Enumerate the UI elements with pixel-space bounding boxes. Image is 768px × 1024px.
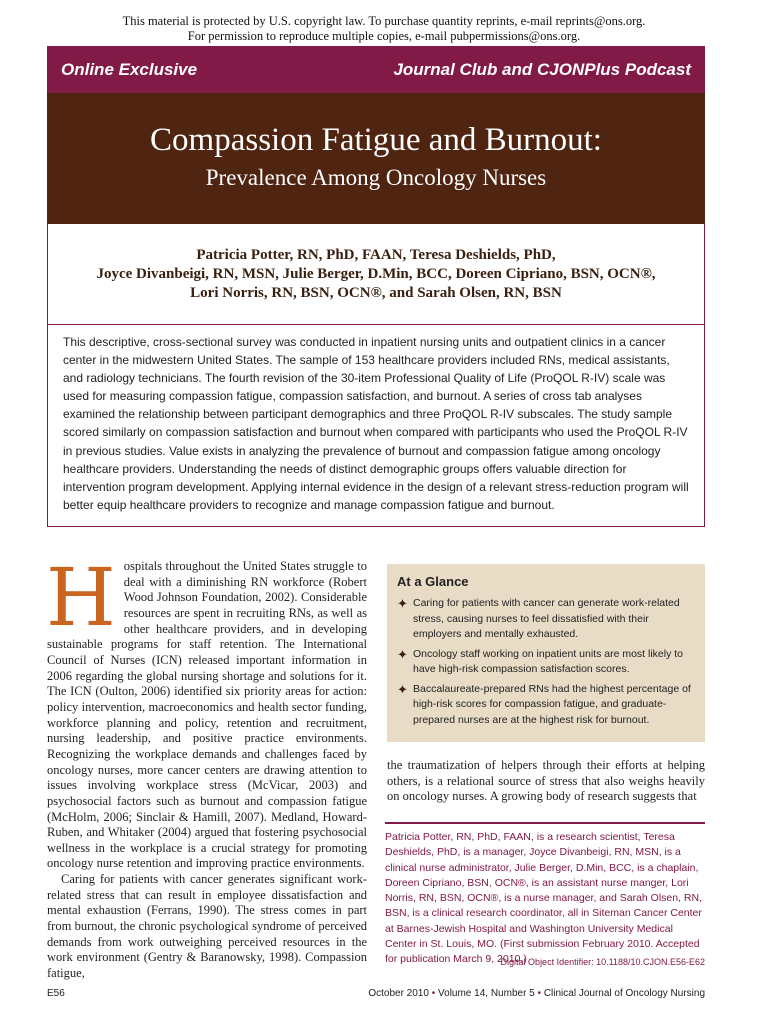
glance-list	[397, 596, 695, 728]
copyright-line-2: For permission to reproduce multiple copies, e-mail pubpermissions@ons.org.	[187, 29, 581, 43]
body-paragraph-2: Caring for patients with cancer generates significant work-related stress that can result in employee dissatisfaction and mental exhaustion (Ferrans, 1990). The stress comes in part from burnout, the chronic psychological syndrome of perceived demands from work outweighing perceived resources in the work environment (Gentry & Baranowsky, 1998). Compassion fatigue,	[47, 872, 367, 981]
glance-item	[397, 682, 695, 729]
glance-item-text: Oncology staff working on inpatient units are most likely to have high-risk compassion satisfaction scores.	[413, 647, 684, 675]
four-point-star-icon: ✦	[397, 596, 408, 611]
drop-cap: H	[46, 551, 116, 644]
glance-item	[397, 647, 695, 678]
body-right-column: the traumatization of helpers through their efforts at helping others, is a relational source of stress that also weighs heavily on oncology nurses. A growing body of research suggests that	[387, 758, 705, 804]
page-footer	[47, 988, 705, 1002]
body-left-column	[46, 551, 367, 982]
section-banner	[47, 46, 705, 93]
glance-item-text: Caring for patients with cancer can generate work-related stress, causing nurses to feel dissatisfied with their employers and mentally exhausted.	[413, 597, 680, 640]
author-line-3: Lori Norris, RN, BSN, OCN®, and Sarah Olsen, RN, BSN	[190, 285, 562, 301]
separator-dot: •	[431, 988, 436, 999]
copyright-line-1: This material is protected by U.S. copyright law. To purchase quantity reprints, e-mail reprints@ons.org.	[122, 14, 646, 28]
separator-dot: •	[537, 988, 542, 999]
doi-label: Digital Object Identifier: 10.1188/10.CJON.E56-E62	[500, 957, 705, 967]
banner-left-label: Online Exclusive	[61, 59, 198, 79]
banner-right-label: Journal Club and CJONPlus Podcast	[393, 59, 691, 79]
page-number: E56	[47, 988, 65, 999]
abstract: This descriptive, cross-sectional survey was conducted in inpatient nursing units and outpatient clinics in a cancer center in the midwestern United States. The sample of 153 healthcare providers included RNs, medical assistants, and radiology technicians. The fourth revision of the 30-item Professional Quality of Life (ProQOL R-IV) scale was used for measuring compassion fatigue, compassion satisfaction, and burnout. A series of cross tab analyses examined the relationship between participant demographics and three ProQOL R-IV subscales. The study sample scored similarly on compassion satisfaction and burnout when compared with participants who used the ProQOL R-IV in previous studies. Value exists in analyzing the prevalence of burnout and compassion fatigue among oncology healthcare providers. Understanding the needs of distinct demographic groups offers valuable direction for intervention program development. Applying internal evidence in the design of a relevant stress-reduction program will better equip healthcare providers to recognize and manage compassion fatigue and burnout.	[47, 325, 705, 527]
article-subtitle: Prevalence Among Oncology Nurses	[205, 165, 547, 190]
author-line-2: Joyce Divanbeigi, RN, MSN, Julie Berger, D.Min, BCC, Doreen Cipriano, BSN, OCN®,	[96, 266, 656, 282]
glance-item	[397, 596, 695, 643]
issue-info	[368, 988, 705, 999]
copyright-notice	[0, 14, 768, 44]
author-bio-footnote: Patricia Potter, RN, PhD, FAAN, is a research scientist, Teresa Deshields, PhD, is a manager, Joyce Divanbeigi, RN, MSN, is a clinical nurse administrator, Julie Berger, D.Min, BCC, is a chaplain, Doreen Cipriano, BSN, OCN®, is an assistant nurse manger, Lori Norris, RN, BSN, OCN®, is a nurse manager, and Sarah Olsen, RN, BSN, is a clinical research coordinator, all in Siteman Cancer Center at Barnes-Jewish Hospital and Washington University Medical Center in St. Louis, MO. (First submission February 2010. Accepted for publication March 9, 2010.)	[385, 822, 705, 968]
article-title: Compassion Fatigue and Burnout:	[150, 122, 602, 158]
author-line-1: Patricia Potter, RN, PhD, FAAN, Teresa Deshields, PhD,	[196, 247, 556, 263]
four-point-star-icon: ✦	[397, 646, 408, 662]
author-list	[47, 224, 705, 325]
glance-item-text: Baccalaureate-prepared RNs had the highest percentage of high-risk scores for compassion fatigue, and graduate-prepared nurses are at the highest risk for burnout.	[413, 682, 691, 726]
issue-volume: Volume 14, Number 5	[438, 988, 535, 999]
at-a-glance-box	[387, 564, 705, 742]
body-paragraph-1-text: ospitals throughout the United States struggle to deal with a diminishing RN workforce (Robert Wood Johnson Foundation, 2002). Considerable resources are spent in recruiting RNs, as well as other healthcare providers, and in developing sustainable programs for staff retention. The International Council of Nurses (ICN) released important information in 2006 regarding the global nursing shortage and solutions for it. The ICN (Oulton, 2006) identified six priority areas for action: policy intervention, macroeconomics and health sector funding, workforce planning and policy, retention and recruitment, nursing leadership, and positive practice environments. Recognizing the workplace demands and challenges faced by oncology nurses, more cancer centers are drawing attention to issues involving workplace stress (McVicar, 2003) and psychosocial factors such as burnout and compassion fatigue (McHolm, 2006; Sinclair & Hamill, 2007). Medland, Howard-Ruben, and Whitaker (2004) argued that fostering psychosocial wellness in the workplace is a crucial strategy for promoting oncology nurse retention and improving practice environments.	[47, 559, 367, 871]
issue-date: October 2010	[368, 988, 429, 999]
body-paragraph-1	[46, 551, 367, 872]
title-block	[47, 93, 705, 224]
glance-title: At a Glance	[397, 574, 469, 589]
four-point-star-icon: ✦	[397, 681, 408, 697]
journal-name: Clinical Journal of Oncology Nursing	[543, 988, 705, 999]
